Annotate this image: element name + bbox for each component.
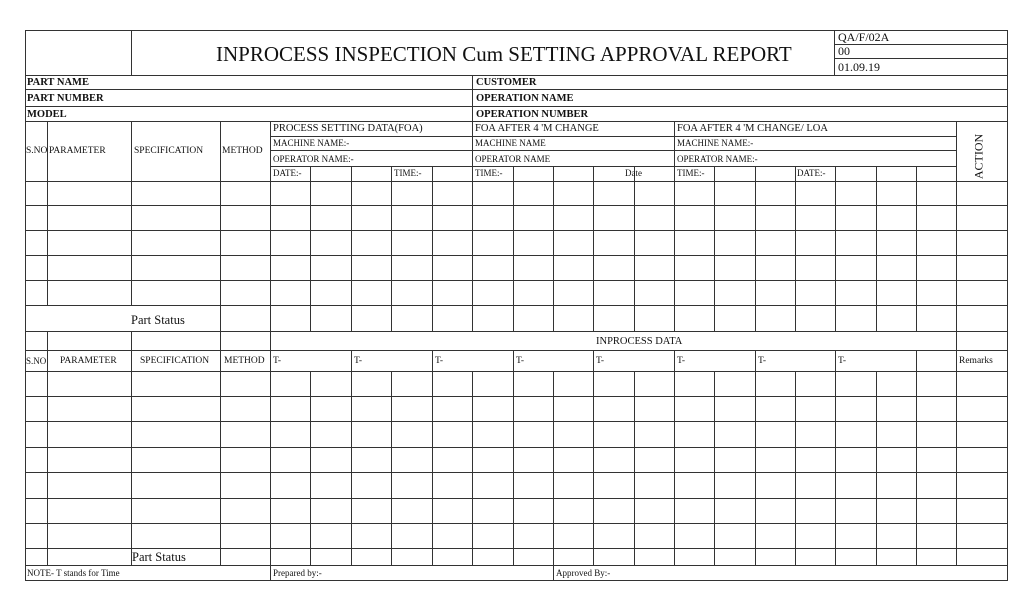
inprocess-row-line: [25, 548, 1008, 549]
ip-time-label: T-: [838, 356, 847, 366]
ip-time-label: T-: [516, 356, 525, 366]
ip-sno-header: S.NO: [26, 356, 47, 366]
setting-table-bottom: [25, 331, 1008, 332]
grid-col-line: [714, 166, 715, 331]
ip-method-header: METHOD: [224, 356, 265, 366]
grid-col-line: [432, 166, 433, 331]
grid-col-line: [795, 166, 796, 331]
setting-method-header: METHOD: [222, 146, 263, 156]
inprocess-header-bottom: [25, 371, 1008, 372]
revision-date: 01.09.19: [838, 60, 880, 74]
part-number-label: PART NUMBER: [27, 93, 104, 104]
grid-col-line: [634, 166, 635, 331]
ip-time-col-line: [593, 350, 594, 565]
setting-specification-header: SPECIFICATION: [134, 146, 204, 156]
group2-time: TIME:-: [475, 168, 503, 178]
ip-time-col-line: [835, 350, 836, 565]
ip-grid-col-line: [714, 371, 715, 565]
setting-row-line: [25, 255, 1008, 256]
ip-grid-col-line: [876, 371, 877, 565]
group3-time: TIME:-: [677, 168, 705, 178]
ip-time-col-line: [513, 350, 514, 565]
group1-operator: OPERATOR NAME:-: [273, 154, 354, 164]
group3-operator: OPERATOR NAME:-: [677, 154, 758, 164]
inprocess-row-line: [25, 523, 1008, 524]
method-col-line: [270, 121, 271, 331]
setting-row-line: [25, 305, 1008, 306]
group1-date: DATE:-: [273, 168, 302, 178]
ip-time-col-line: [916, 350, 917, 565]
header-ref-divider: [834, 30, 835, 75]
ip-remarks-col-line: [956, 331, 957, 565]
setting-sub-line-3: [270, 166, 957, 167]
group3-title: FOA AFTER 4 'M CHANGE/ LOA: [677, 123, 828, 134]
group2-date: Date: [625, 168, 642, 178]
setting-row-line: [25, 205, 1008, 206]
ip-grid-col-line: [391, 371, 392, 565]
group-divider-1: [472, 121, 473, 331]
ip-time-label: T-: [677, 356, 686, 366]
ip-time-label: T-: [354, 356, 363, 366]
ip-grid-col-line: [553, 371, 554, 581]
ip-grid-col-line: [634, 371, 635, 565]
inprocess-row-line: [25, 421, 1008, 422]
inprocess-row-line: [25, 498, 1008, 499]
info-line-2: [25, 106, 1008, 107]
ip-parameter-col-line: [131, 331, 132, 565]
footer-note: NOTE- T stands for Time: [27, 568, 120, 578]
setting-part-status: Part Status: [131, 313, 185, 327]
model-label: MODEL: [27, 109, 67, 120]
inprocess-part-status: Part Status: [132, 550, 186, 564]
ip-time-col-line: [674, 350, 675, 565]
group3-date: DATE:-: [797, 168, 826, 178]
grid-col-line: [755, 166, 756, 331]
setting-sub-line-2: [270, 150, 957, 151]
ip-time-label: T-: [273, 356, 282, 366]
ref-row-line-1: [834, 44, 1007, 45]
ip-remarks-header: Remarks: [959, 356, 993, 366]
grid-col-line: [513, 166, 514, 331]
grid-col-line: [553, 166, 554, 331]
group1-time: TIME:-: [394, 168, 422, 178]
ip-time-label: T-: [596, 356, 605, 366]
group2-title: FOA AFTER 4 'M CHANGE: [475, 123, 599, 134]
group-divider-2: [674, 121, 675, 331]
revision-number: 00: [838, 44, 850, 58]
ip-time-col-line: [351, 350, 352, 565]
group1-title: PROCESS SETTING DATA(FOA): [273, 123, 423, 134]
prepared-by-label: Prepared by:-: [273, 568, 322, 578]
info-line-3: [25, 121, 1008, 122]
ip-grid-col-line: [795, 371, 796, 565]
ip-time-label: T-: [758, 356, 767, 366]
grid-col-line: [351, 166, 352, 331]
setting-header-bottom: [25, 181, 1008, 182]
grid-col-line: [593, 166, 594, 331]
grid-col-line: [876, 166, 877, 331]
info-divider: [472, 75, 473, 121]
inprocess-row-line: [25, 447, 1008, 448]
ip-spec-col-line: [220, 331, 221, 565]
approved-by-label: Approved By:-: [556, 568, 611, 578]
inprocess-data-title: INPROCESS DATA: [596, 336, 683, 347]
inprocess-row-line: [25, 396, 1008, 397]
grid-col-line: [835, 166, 836, 331]
setting-row-line: [25, 230, 1008, 231]
border-bottom: [25, 580, 1008, 581]
group2-operator: OPERATOR NAME: [475, 154, 551, 164]
ref-row-line-2: [834, 58, 1007, 59]
footer-top-line: [25, 565, 1008, 566]
doc-number: QA/F/02A: [838, 30, 890, 44]
operation-number-label: OPERATION NUMBER: [476, 109, 589, 120]
group1-machine: MACHINE NAME:-: [273, 138, 350, 148]
operation-name-label: OPERATION NAME: [476, 93, 574, 104]
ip-grid-col-line: [310, 371, 311, 565]
grid-col-line: [391, 166, 392, 331]
parameter-col-line: [131, 121, 132, 305]
ip-time-col-line: [432, 350, 433, 565]
ip-sno-col-line: [47, 331, 48, 565]
header-logo-divider: [131, 30, 132, 75]
spec-col-line: [220, 121, 221, 331]
ip-time-label: T-: [435, 356, 444, 366]
ip-method-col-line: [270, 331, 271, 581]
ip-specification-header: SPECIFICATION: [140, 356, 210, 366]
ip-grid-col-line: [472, 371, 473, 565]
grid-col-line: [916, 166, 917, 331]
setting-row-line: [25, 280, 1008, 281]
action-col-line: [956, 121, 957, 331]
info-line-1: [25, 89, 1008, 90]
action-header: ACTION: [971, 133, 986, 180]
setting-sno-header: S.NO: [26, 146, 48, 156]
setting-parameter-header: PARAMETER: [49, 146, 106, 156]
ip-time-col-line: [755, 350, 756, 565]
inprocess-row-line: [25, 472, 1008, 473]
report-title: INPROCESS INSPECTION Cum SETTING APPROVAL REPORT: [216, 42, 792, 66]
group3-machine: MACHINE NAME:-: [677, 138, 754, 148]
setting-sub-line-1: [270, 136, 957, 137]
group2-machine: MACHINE NAME: [475, 138, 546, 148]
grid-col-line: [310, 166, 311, 331]
customer-label: CUSTOMER: [476, 77, 537, 88]
header-bottom-line: [25, 75, 1008, 76]
ip-parameter-header: PARAMETER: [60, 356, 117, 366]
part-name-label: PART NAME: [27, 77, 89, 88]
inprocess-title-bottom: [25, 350, 1008, 351]
